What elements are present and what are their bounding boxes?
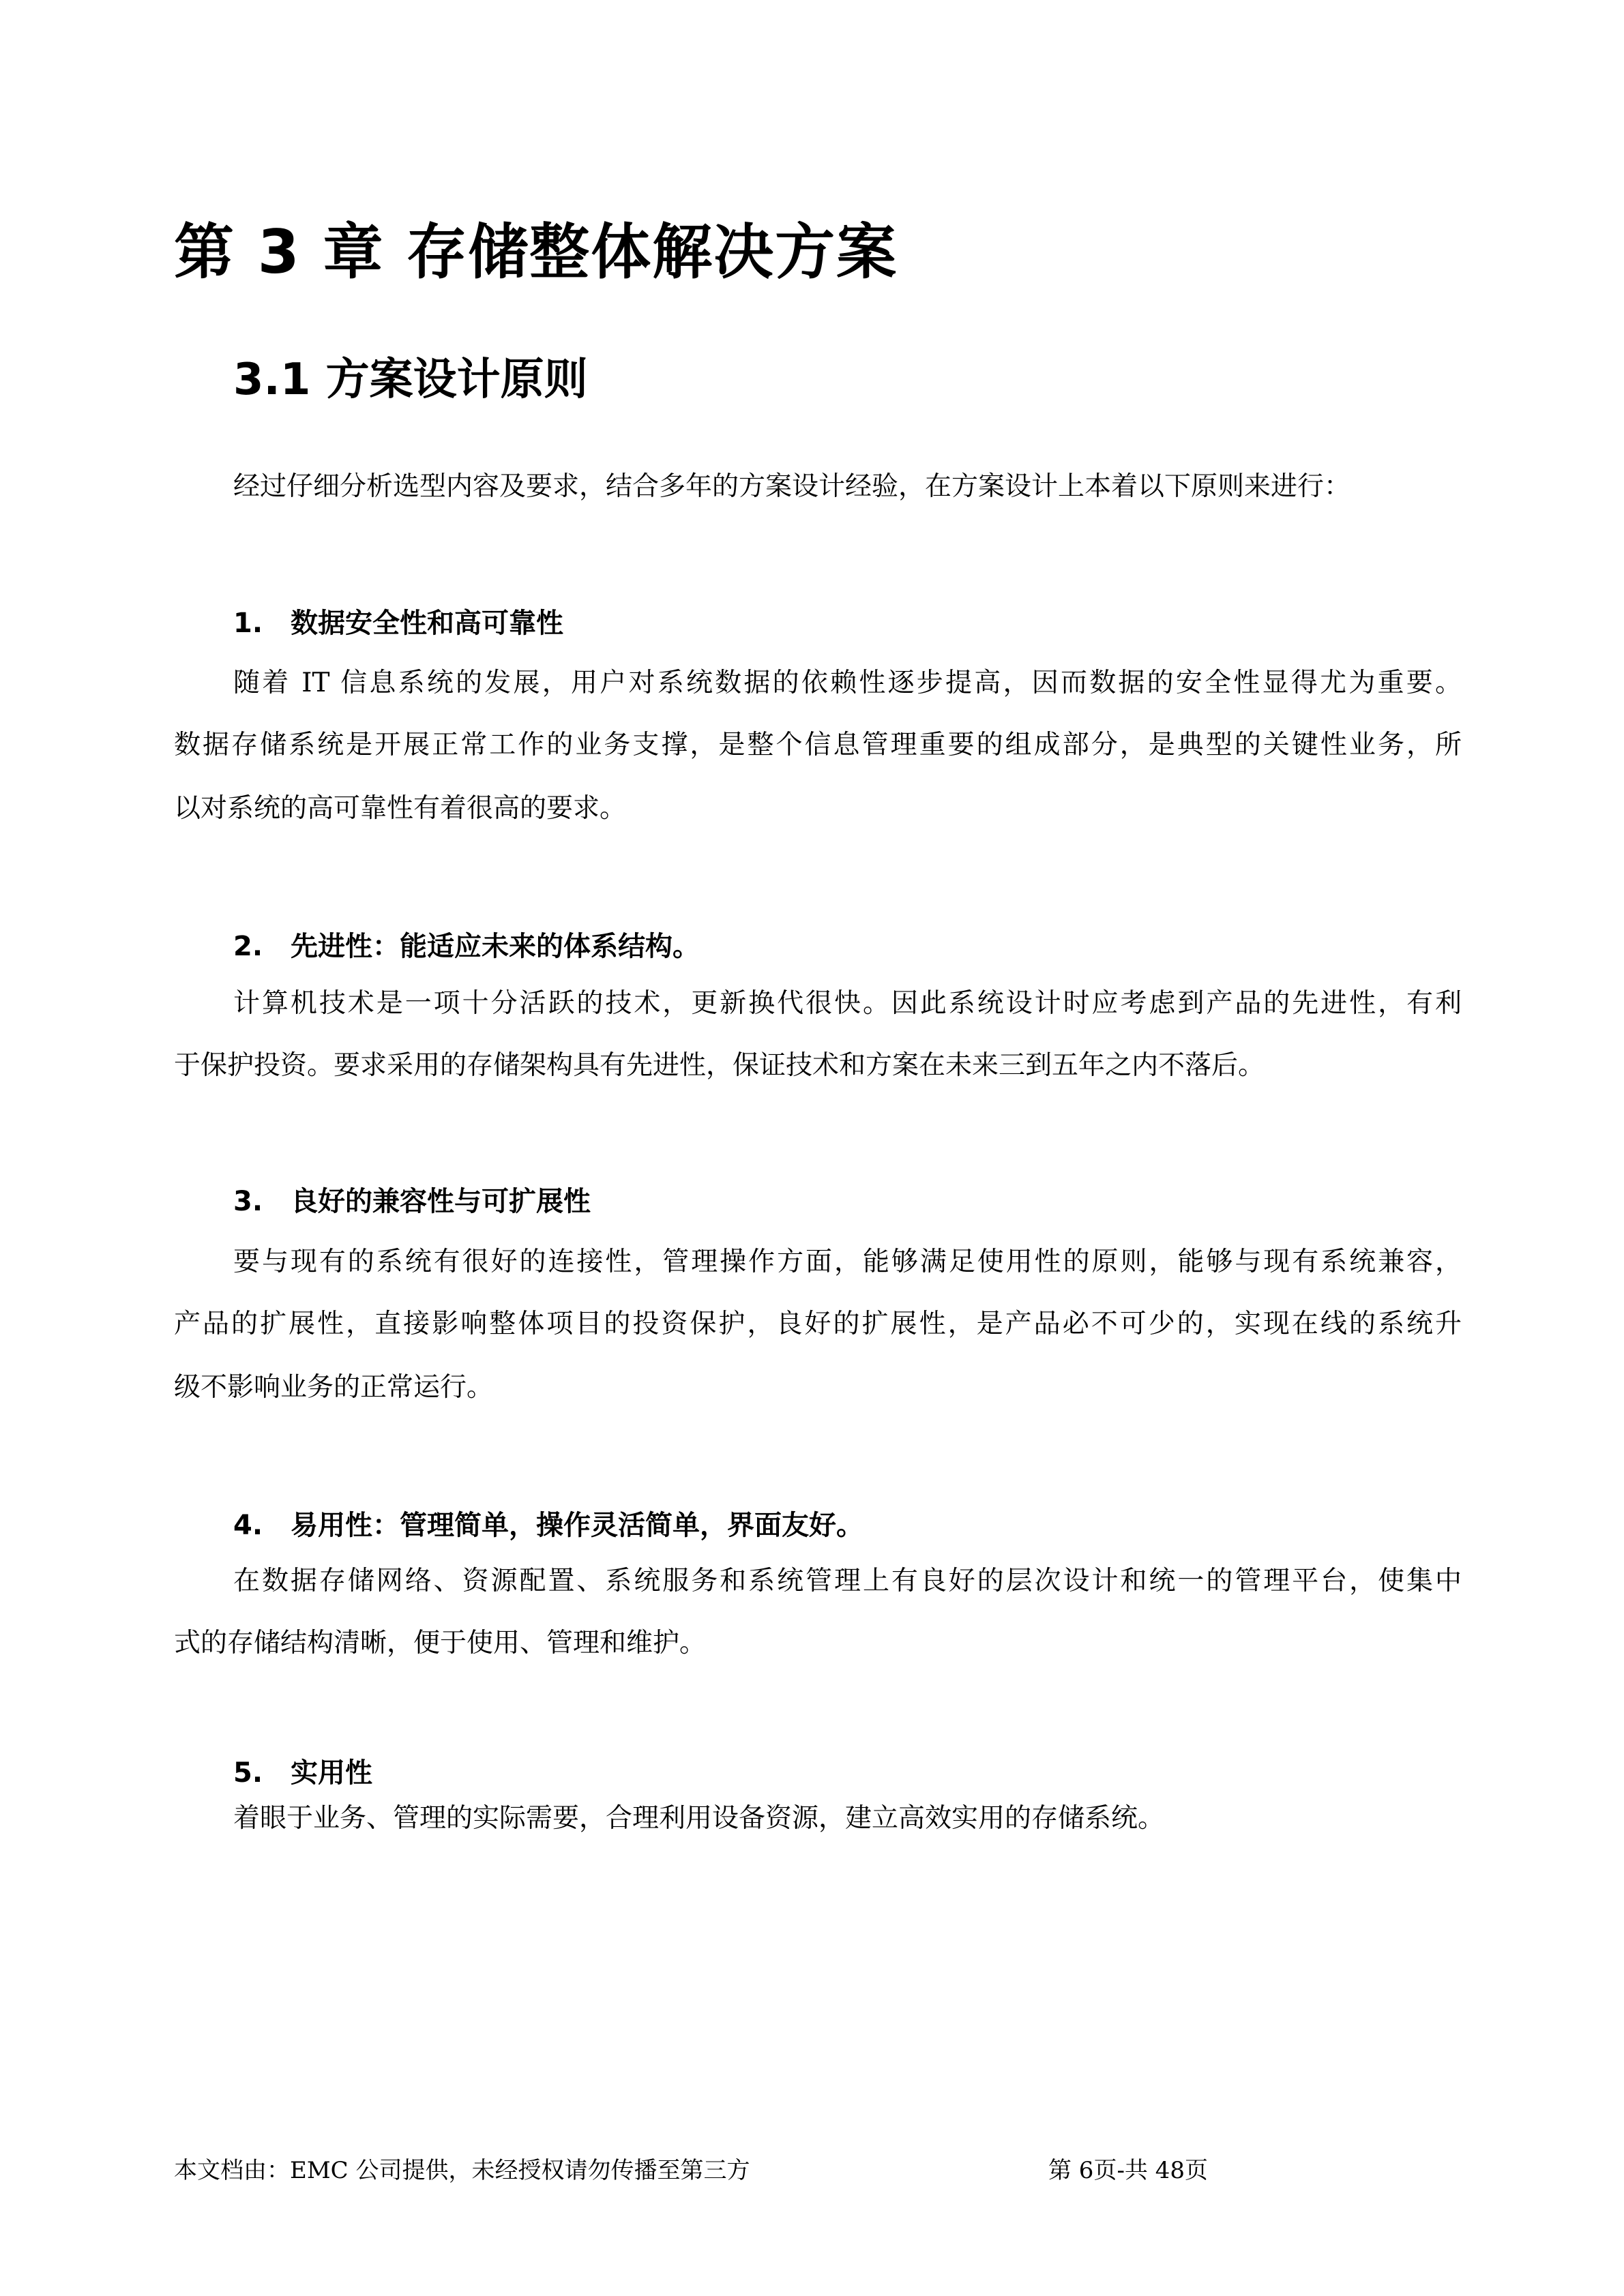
paragraph-line: 随着 IT 信息系统的发展，用户对系统数据的依赖性逐步提高，因而数据的安全性显得尤为重要。 — [233, 668, 1462, 698]
paragraph-line: 以对系统的高可靠性有着很高的要求。 — [174, 793, 627, 824]
chapter-title: 第 3 章 存储整体解决方案 — [174, 217, 898, 287]
footer-page-number: 第 6页-共 48页 — [1048, 2157, 1208, 2184]
paragraph-line: 级不影响业务的正常运行。 — [174, 1372, 494, 1403]
paragraph-line: 在数据存储网络、资源配置、系统服务和系统管理上有良好的层次设计和统一的管理平台，使集中 — [233, 1566, 1462, 1596]
principle-title: 良好的兼容性与可扩展性 — [291, 1186, 591, 1217]
paragraph-line: 计算机技术是一项十分活跃的技术，更新换代很快。因此系统设计时应考虑到产品的先进性，有利 — [233, 988, 1462, 1019]
principle-title: 实用性 — [291, 1757, 372, 1789]
principle-number: 3. — [233, 1186, 263, 1217]
paragraph-line: 要与现有的系统有很好的连接性，管理操作方面，能够满足使用性的原则，能够与现有系统兼容， — [233, 1247, 1462, 1277]
principle-number: 5. — [233, 1757, 263, 1789]
paragraph-line: 数据存储系统是开展正常工作的业务支撑，是整个信息管理重要的组成部分，是典型的关键性业务，所 — [174, 730, 1462, 760]
section-title: 3.1 方案设计原则 — [233, 355, 588, 405]
principle-heading-2 — [233, 925, 700, 964]
principle-heading-3 — [233, 1180, 591, 1219]
paragraph-line: 产品的扩展性，直接影响整体项目的投资保护，良好的扩展性，是产品必不可少的，实现在线的系统升 — [174, 1309, 1462, 1339]
paragraph-line: 着眼于业务、管理的实际需要，合理利用设备资源，建立高效实用的存储系统。 — [233, 1803, 1165, 1834]
principle-heading-5 — [233, 1751, 372, 1790]
paragraph-line: 于保护投资。要求采用的存储架构具有先进性，保证技术和方案在未来三到五年之内不落后。 — [174, 1050, 1265, 1081]
principle-number: 1. — [233, 608, 263, 639]
principle-heading-1 — [233, 601, 563, 640]
footer-copyright: 本文档由：EMC 公司提供，未经授权请勿传播至第三方 — [174, 2157, 750, 2184]
principle-heading-4 — [233, 1504, 863, 1542]
principle-number: 4. — [233, 1510, 263, 1541]
principle-number: 2. — [233, 931, 263, 962]
principle-title: 先进性：能适应未来的体系结构。 — [291, 931, 700, 962]
principle-title: 数据安全性和高可靠性 — [291, 608, 563, 639]
principle-title: 易用性：管理简单，操作灵活简单，界面友好。 — [291, 1510, 863, 1541]
intro-paragraph: 经过仔细分析选型内容及要求，结合多年的方案设计经验，在方案设计上本着以下原则来进行： — [233, 471, 1351, 502]
paragraph-line: 式的存储结构清晰，便于使用、管理和维护。 — [174, 1628, 707, 1658]
